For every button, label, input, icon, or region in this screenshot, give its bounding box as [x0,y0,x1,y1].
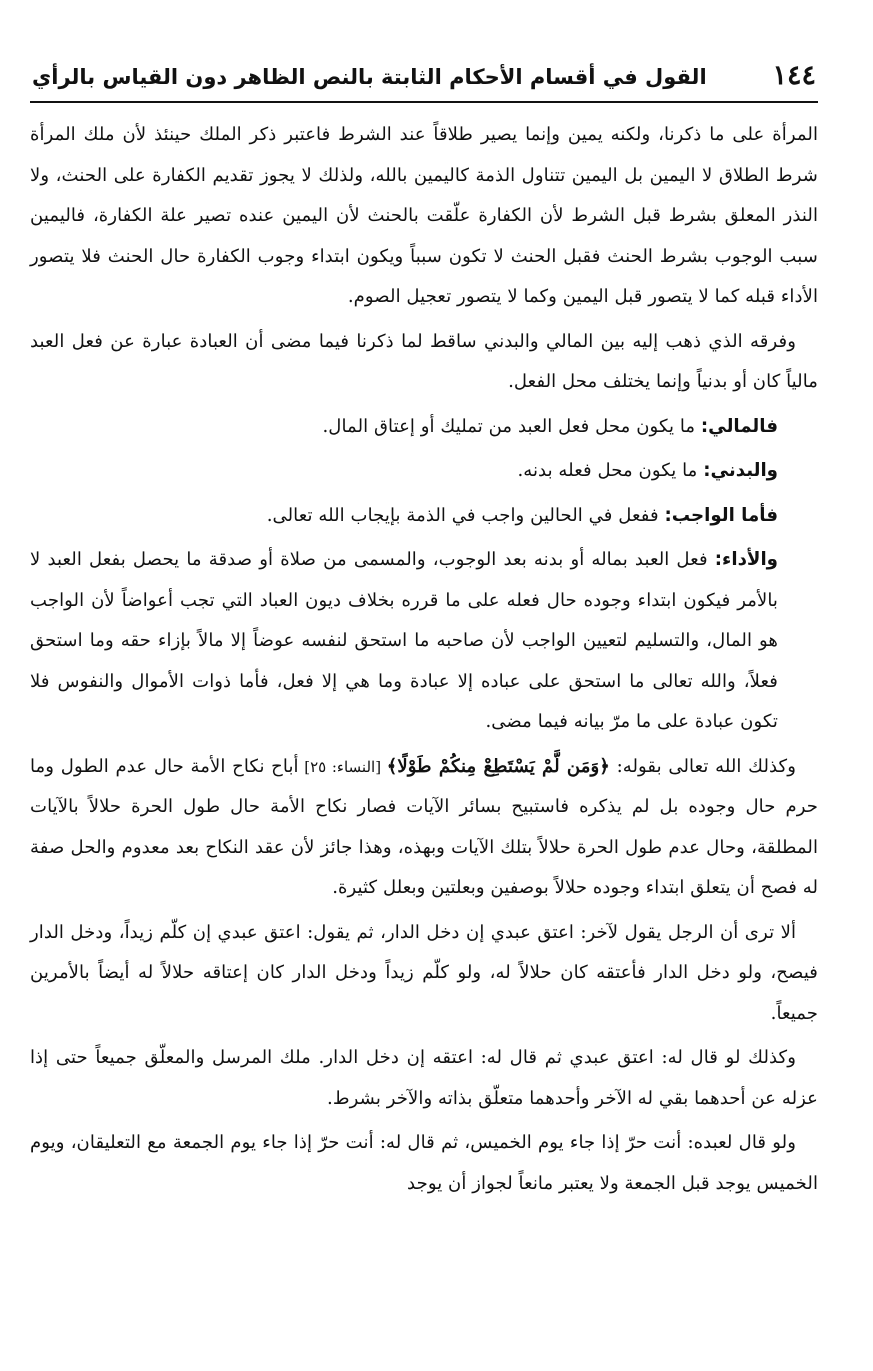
page-header [30,60,818,103]
definition-text: ما يكون محل فعله بدنه. [517,460,704,481]
quran-reference: [النساء: ٢٥] [298,757,387,776]
paragraph-3-intro: وكذلك الله تعالى بقوله: [609,755,796,777]
definition-obligation [30,496,818,537]
page-number: ١٤٤ [772,60,816,91]
definition-term: والبدني: [703,460,778,481]
book-page [30,60,818,1351]
definition-text: ففعل في الحالين واجب في الذمة بإيجاب الله تعالى. [266,504,665,526]
paragraph-4: ألا ترى أن الرجل يقول لآخر: اعتق عبدي إن دخل الدار، ثم يقول: اعتق عبدي إن كلّم زيداً، ودخل الدار فيصح، ولو دخل الدار فأعتقه كان حلالاً له، ولو كلّم زيداً ودخل الدار كان إعتاقه حلالاً له أيضاً بالأمرين جميعاً. [30,921,818,1024]
definition-physical [30,451,818,492]
definition-term: والأداء: [714,549,778,570]
paragraph-1: المرأة على ما ذكرنا، ولكنه يمين وإنما يصير طلاقاً عند الشرط فاعتبر ذكر الملك حينئذ لأن ملك المرأة شرط الطلاق لا اليمين بل اليمين تتناول الذمة كاليمين بالله، ولذلك لا يجوز تقديم الكفارة على الحنث، ولا النذر المعلق بشرط قبل الشرط لأن الكفارة علّقت بالحنث لأن اليمين عنده تصير علة الكفارة، فاليمين سبب الوجوب بشرط الحنث فقبل الحنث لا تكون سبباً ويكون ابتداء وجوب الكفارة حال الحنث فلا يتصور الأداء قبله كما لا يتصور قبل اليمين وكما لا يتصور تعجيل الصوم. [30,124,818,307]
paragraph-6: ولو قال لعبده: أنت حرّ إذا جاء يوم الخميس، ثم قال له: أنت حرّ إذا جاء يوم الجمعة مع التعليقان، ويوم الخميس يوجد قبل الجمعة ولا يعتبر مانعاً لجواز أن يوجد [30,1132,818,1194]
paragraph-3-text: أباح نكاح الأمة حال عدم الطول وما حرم حال وجوده بل لم يذكره فاستبيح بسائر الآيات فصار نكاح الأمة حال طول الحرة حلالاً بالآيات المطلقة، وحال عدم طول الحرة حلالاً بتلك الآيات وبهذه، وهذا جائز لأن عقد النكاح بعد معدوم والحل صفة له فصح أن يتعلق ابتداء وجوده حلالاً بوصفين وبعلتين وبعلل كثيرة. [30,755,818,898]
definition-term: فأما الواجب: [664,504,778,526]
running-title: القول في أقسام الأحكام الثابتة بالنص الظاهر دون القياس بالرأي [32,65,707,89]
paragraph-3 [30,747,818,909]
quran-quote: ﴿وَمَن لَّمْ يَسْتَطِعْ مِنكُمْ طَوْلًا﴾ [386,755,610,777]
definition-text: فعل العبد بماله أو بدنه بعد الوجوب، والمسمى من صلاة أو صدقة ما يحصل بفعل العبد لا بالأمر فيكون ابتداء وجوده حال فعله على ما قرره بخلاف ديون العباد التي تجب أعواضاً لأن الواجب هو المال، والتسليم لتعيين الواجب لأن صاحبه ما استحق لنفسه عوضاً إلا مالاً بإزاء حقه وما استحق فعلاً، والله تعالى ما استحق على عباده إلا عبادة وما هي إلا فعل، فأما ذوات الأموال والنفوس فلا تكون عبادة على ما مرّ بيانه فيما مضى. [30,549,778,732]
definition-text: ما يكون محل فعل العبد من تمليك أو إعتاق المال. [322,415,701,437]
paragraph-5: وكذلك لو قال له: اعتق عبدي ثم قال له: اعتقه إن دخل الدار. ملك المرسل والمعلّق جميعاً حتى إذا عزله عن أحدهما بقي له الآخر وأحدهما متعلّق بذاته والآخر بشرط. [30,1047,818,1109]
paragraph-2: وفرقه الذي ذهب إليه بين المالي والبدني ساقط لما ذكرنا فيما مضى أن العبادة عبارة عن فعل العبد مالياً كان أو بدنياً وإنما يختلف محل الفعل. [30,330,818,392]
definition-performance [30,540,818,743]
definition-term: فالمالي: [700,415,778,437]
page-body [30,115,818,1204]
definition-financial [30,407,818,448]
